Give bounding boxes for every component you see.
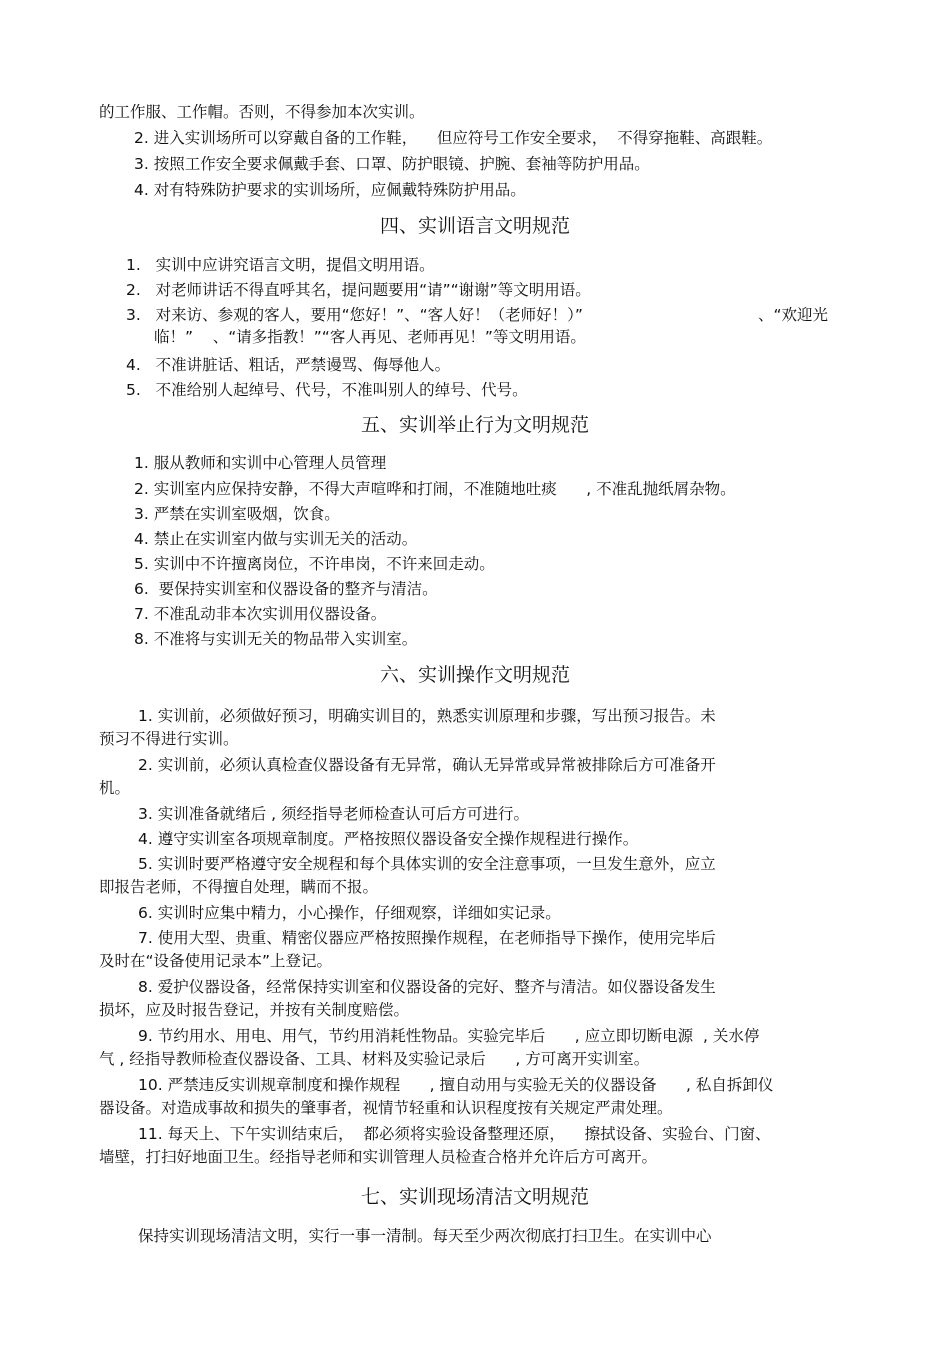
paragraph-line: 8. 爱护仪器设备，经常保持实训室和仪器设备的完好、整齐与清洁。如仪器设备发生 — [138, 978, 716, 996]
paragraph-line: 10. 严禁违反实训规章制度和操作规程 , 擅自动用与实验无关的仪器设备 , 私自拆卸仪 — [138, 1076, 774, 1094]
list-item-continuation: 临！” 、“请多指教！”“客人再见、老师再见！”等文明用语。 — [154, 328, 586, 346]
paragraph-line: 损坏，应及时报告登记，并按有关制度赔偿。 — [99, 1001, 410, 1019]
section-heading: 七、实训现场清洁文明规范 — [360, 1186, 589, 1208]
list-item: 2. 实训室内应保持安静，不得大声喧哗和打闹，不准随地吐痰 , 不准乱抛纸屑杂物。 — [134, 480, 736, 498]
paragraph-line: 预习不得进行实训。 — [99, 730, 239, 748]
list-item: 4. 禁止在实训室内做与实训无关的活动。 — [134, 530, 418, 548]
paragraph-line: 3. 实训准备就绪后 , 须经指导老师检查认可后方可进行。 — [138, 805, 529, 823]
paragraph-line: 器设备。对造成事故和损失的肇事者，视情节轻重和认识程度按有关规定严肃处理。 — [99, 1099, 673, 1117]
list-item: 8. 不准将与实训无关的物品带入实训室。 — [134, 630, 418, 648]
list-item: 3. 对来访、参观的客人，要用“您好！”、“客人好！（老师好！）” — [126, 306, 583, 324]
paragraph-line: 即报告老师，不得擅自处理，瞒而不报。 — [99, 878, 379, 896]
paragraph-line: 6. 实训时应集中精力，小心操作，仔细观察，详细如实记录。 — [138, 904, 561, 922]
text-line: 4. 对有特殊防护要求的实训场所，应佩戴特殊防护用品。 — [134, 181, 526, 199]
paragraph-line: 9. 节约用水、用电、用气，节约用消耗性物品。实验完毕后 , 应立即切断电源 , 关水停 — [138, 1027, 760, 1045]
paragraph-line: 11. 每天上、下午实训结束后， 都必须将实验设备整理还原， 擦拭设备、实验台、门窗、 — [138, 1125, 771, 1143]
list-item: 6. 要保持实训室和仪器设备的整齐与清洁。 — [134, 580, 438, 598]
paragraph-line: 1. 实训前，必须做好预习，明确实训目的，熟悉实训原理和步骤，写出预习报告。未 — [138, 707, 716, 725]
paragraph-line: 2. 实训前，必须认真检查仪器设备有无异常，确认无异常或异常被排除后方可准备开 — [138, 756, 716, 774]
list-item: 5. 实训中不许擅离岗位，不许串岗，不许来回走动。 — [134, 555, 495, 573]
list-item: 7. 不准乱动非本次实训用仪器设备。 — [134, 605, 387, 623]
paragraph-line: 墙壁，打扫好地面卫生。经指导老师和实训管理人员检查合格并允许后方可离开。 — [99, 1148, 658, 1166]
list-item: 2. 对老师讲话不得直呼其名，提问题要用“请”“谢谢”等文明用语。 — [126, 281, 591, 299]
paragraph-line: 4. 遵守实训室各项规章制度。严格按照仪器设备安全操作规程进行操作。 — [138, 830, 639, 848]
text-line: 2. 进入实训场所可以穿戴自备的工作鞋， 但应符号工作安全要求， 不得穿拖鞋、高跟鞋。 — [134, 129, 773, 147]
list-item-continuation: 、“欢迎光 — [758, 306, 829, 324]
paragraph-line: 及时在“设备使用记录本”上登记。 — [99, 952, 333, 970]
list-item: 1. 实训中应讲究语言文明，提倡文明用语。 — [126, 256, 435, 274]
paragraph-line: 5. 实训时要严格遵守安全规程和每个具体实训的安全注意事项，一旦发生意外，应立 — [138, 855, 716, 873]
paragraph-line: 机。 — [99, 779, 131, 797]
section-heading: 六、实训操作文明规范 — [379, 664, 570, 686]
text-line: 的工作服、工作帽。否则，不得参加本次实训。 — [99, 103, 425, 121]
section-heading: 四、实训语言文明规范 — [379, 215, 570, 237]
paragraph-line: 保持实训现场清洁文明，实行一事一清制。每天至少两次彻底打扫卫生。在实训中心 — [138, 1227, 712, 1245]
paragraph-line: 7. 使用大型、贵重、精密仪器应严格按照操作规程，在老师指导下操作，使用完毕后 — [138, 929, 716, 947]
paragraph-line: 气 , 经指导教师检查仪器设备、工具、材料及实验记录后 , 方可离开实训室。 — [99, 1050, 650, 1068]
list-item: 3. 严禁在实训室吸烟，饮食。 — [134, 505, 340, 523]
list-item: 1. 服从教师和实训中心管理人员管理 — [134, 454, 387, 472]
list-item: 4. 不准讲脏话、粗话，严禁谩骂、侮辱他人。 — [126, 356, 451, 374]
list-item: 5. 不准给别人起绰号、代号，不准叫别人的绰号、代号。 — [126, 381, 528, 399]
text-line: 3. 按照工作安全要求佩戴手套、口罩、防护眼镜、护腕、套袖等防护用品。 — [134, 155, 650, 173]
section-heading: 五、实训举止行为文明规范 — [360, 414, 589, 436]
